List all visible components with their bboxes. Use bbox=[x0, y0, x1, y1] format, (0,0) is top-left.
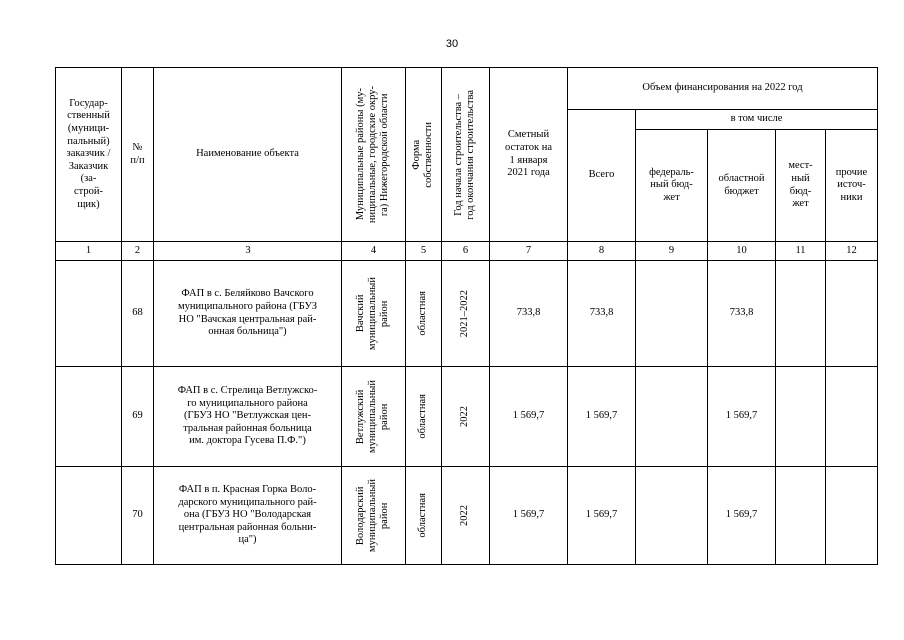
row-regional: 1 569,7 bbox=[708, 467, 776, 565]
header-including: в том числе bbox=[636, 110, 878, 130]
row-balance: 1 569,7 bbox=[490, 467, 568, 565]
row-federal bbox=[636, 261, 708, 367]
header-row-1 bbox=[56, 68, 878, 110]
header-federal: федераль- ный бюд- жет bbox=[636, 130, 708, 242]
row-district: Володарский муниципальный район bbox=[355, 478, 391, 553]
row-district: Ветлужский муниципальный район bbox=[355, 379, 391, 454]
page-number: 30 bbox=[445, 38, 459, 50]
row-number: 70 bbox=[122, 467, 154, 565]
row-total: 1 569,7 bbox=[568, 467, 636, 565]
row-regional: 733,8 bbox=[708, 261, 776, 367]
row-other bbox=[826, 367, 878, 467]
header-object: Наименование объекта bbox=[154, 68, 342, 242]
header-customer: Государ- ственный (муници- пальный) заказчик / Заказчик (за- строй- щик) bbox=[56, 68, 122, 242]
column-number: 1 bbox=[56, 242, 122, 261]
column-number-row bbox=[56, 242, 878, 261]
row-object-name: ФАП в п. Красная Горка Воло- дарского муниципального рай- она (ГБУЗ НО "Володарская центральная районная больни- ца") bbox=[154, 467, 342, 565]
row-object-name: ФАП в с. Стрелица Ветлужско- го муниципального района (ГБУЗ НО "Ветлужская цен- тральная районная больница им. доктора Гусева П.Ф.") bbox=[154, 367, 342, 467]
row-ownership: областная bbox=[417, 394, 429, 439]
row-district: Вачский муниципальный район bbox=[355, 276, 391, 351]
row-local bbox=[776, 261, 826, 367]
column-number: 9 bbox=[636, 242, 708, 261]
table-row bbox=[56, 467, 878, 565]
row-customer bbox=[56, 467, 122, 565]
header-regional: областной бюджет bbox=[708, 130, 776, 242]
header-districts: Муниципальные районы (му- ниципальные, городские окру- га) Нижегородской области bbox=[355, 85, 391, 224]
table-row bbox=[56, 367, 878, 467]
row-customer bbox=[56, 367, 122, 467]
header-total: Всего bbox=[568, 110, 636, 242]
row-number: 68 bbox=[122, 261, 154, 367]
row-balance: 733,8 bbox=[490, 261, 568, 367]
row-years: 2021–2022 bbox=[459, 289, 471, 338]
row-ownership: областная bbox=[417, 493, 429, 538]
column-number: 4 bbox=[342, 242, 406, 261]
column-number: 11 bbox=[776, 242, 826, 261]
row-other bbox=[826, 467, 878, 565]
row-balance: 1 569,7 bbox=[490, 367, 568, 467]
header-financing: Объем финансирования на 2022 год bbox=[568, 68, 878, 110]
header-years: Год начала строительства – год окончания строительства bbox=[453, 89, 477, 220]
row-ownership: областная bbox=[417, 291, 429, 336]
header-balance: Сметный остаток на 1 января 2021 года bbox=[490, 68, 568, 242]
header-local: мест- ный бюд- жет bbox=[776, 130, 826, 242]
row-total: 733,8 bbox=[568, 261, 636, 367]
row-years: 2022 bbox=[459, 505, 471, 526]
row-federal bbox=[636, 467, 708, 565]
header-other: прочие источ- ники bbox=[826, 130, 878, 242]
row-total: 1 569,7 bbox=[568, 367, 636, 467]
table-row bbox=[56, 261, 878, 367]
column-number: 8 bbox=[568, 242, 636, 261]
column-number: 10 bbox=[708, 242, 776, 261]
row-local bbox=[776, 467, 826, 565]
row-number: 69 bbox=[122, 367, 154, 467]
column-number: 7 bbox=[490, 242, 568, 261]
row-customer bbox=[56, 261, 122, 367]
row-regional: 1 569,7 bbox=[708, 367, 776, 467]
row-other bbox=[826, 261, 878, 367]
column-number: 3 bbox=[154, 242, 342, 261]
row-federal bbox=[636, 367, 708, 467]
column-number: 6 bbox=[442, 242, 490, 261]
row-years: 2022 bbox=[459, 406, 471, 427]
column-number: 5 bbox=[406, 242, 442, 261]
row-object-name: ФАП в с. Беляйково Вачского муниципального района (ГБУЗ НО "Вачская центральная рай- онная больница") bbox=[154, 261, 342, 367]
header-ownership: Форма собственности bbox=[411, 121, 435, 188]
row-local bbox=[776, 367, 826, 467]
column-number: 2 bbox=[122, 242, 154, 261]
financing-table bbox=[55, 67, 878, 565]
header-number: № п/п bbox=[122, 68, 154, 242]
column-number: 12 bbox=[826, 242, 878, 261]
